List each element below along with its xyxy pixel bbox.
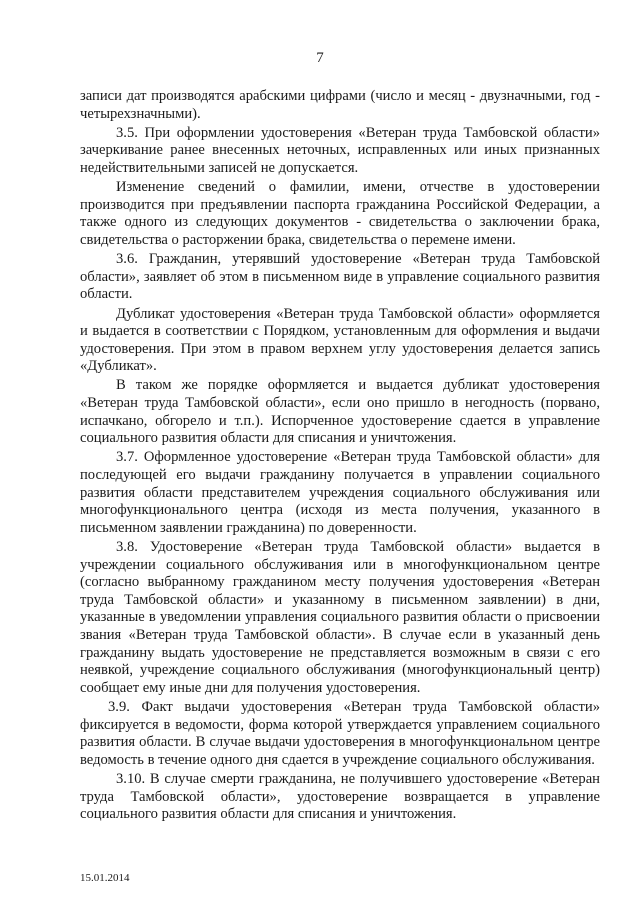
paragraph-dates-continuation: записи дат производятся арабскими цифрами (число и месяц - двузначными, год - четырехзначными). [80,88,600,122]
footer-date: 15.01.2014 [80,872,130,884]
paragraph-name-change: Изменение сведений о фамилии, имени, отчестве в удостоверении производится при предъявлении паспорта гражданина Российской Федерации, а также одного из следующих документов - свидетельства о заключении брака, свидетельства о расторжении брака, свидетельства о перемене имени. [80,179,600,248]
paragraph-duplicate-damaged: В таком же порядке оформляется и выдается дубликат удостоверения «Ветеран труда Тамбовской области», если оно пришло в негодность (порвано, испачкано, обгорело и т.п.). Испорченное удостоверение сдается в управление социального развития области для списания и уничтожения. [80,377,600,447]
paragraph-3-9: 3.9. Факт выдачи удостоверения «Ветеран труда Тамбовской области» фиксируется в ведомости, форма которой утверждается управлением социального развития области. В случае выдачи удостоверения в многофункциональном центре ведомость в течение одного дня сдается в учреждение социального обслуживания. [80,698,600,768]
document-body [80,88,600,825]
paragraph-3-7: 3.7. Оформленное удостоверение «Ветеран труда Тамбовской области» для последующей его выдачи гражданину получается в управлении социального развития области представителем учреждения социального обслуживания или многофункционального центра (исходя из места получения, указанного в письменном заявлении гражданина) по доверенности. [80,449,600,536]
paragraph-3-8: 3.8. Удостоверение «Ветеран труда Тамбовской области» выдается в учреждении социального обслуживания или в многофункциональном центре (согласно выбранному гражданином месту получения удостоверения «Ветеран труда Тамбовской области» и указанному в письменном заявлении) в дни, указанные в уведомлении управления социального развития области о присвоении звания «Ветеран труда Тамбовской области». В случае если в указанный день гражданину выдать удостоверение не представляется возможным в связи с его неявкой, учреждение социального обслуживания (многофункциональный центр) сообщает ему иные дни для получения удостоверения. [80,539,600,696]
paragraph-3-10: 3.10. В случае смерти гражданина, не получившего удостоверение «Ветеран труда Тамбовской области», удостоверение возвращается в управление социального развития области для списания и уничтожения. [80,770,600,823]
page-number: 7 [316,50,324,66]
paragraph-duplicate: Дубликат удостоверения «Ветеран труда Тамбовской области» оформляется и выдается в соответствии с Порядком, установленным для оформления и выдачи удостоверения. При этом в правом верхнем углу удостоверения делается запись «Дубликат». [80,305,600,375]
paragraph-3-6: 3.6. Гражданин, утерявший удостоверение «Ветеран труда Тамбовской области», заявляет об этом в письменном виде в управление социального развития области. [80,251,600,303]
paragraph-3-5: 3.5. При оформлении удостоверения «Ветеран труда Тамбовской области» зачеркивание ранее внесенных неточных, исправленных или иных признанных недействительными записей не допускается. [80,124,600,176]
